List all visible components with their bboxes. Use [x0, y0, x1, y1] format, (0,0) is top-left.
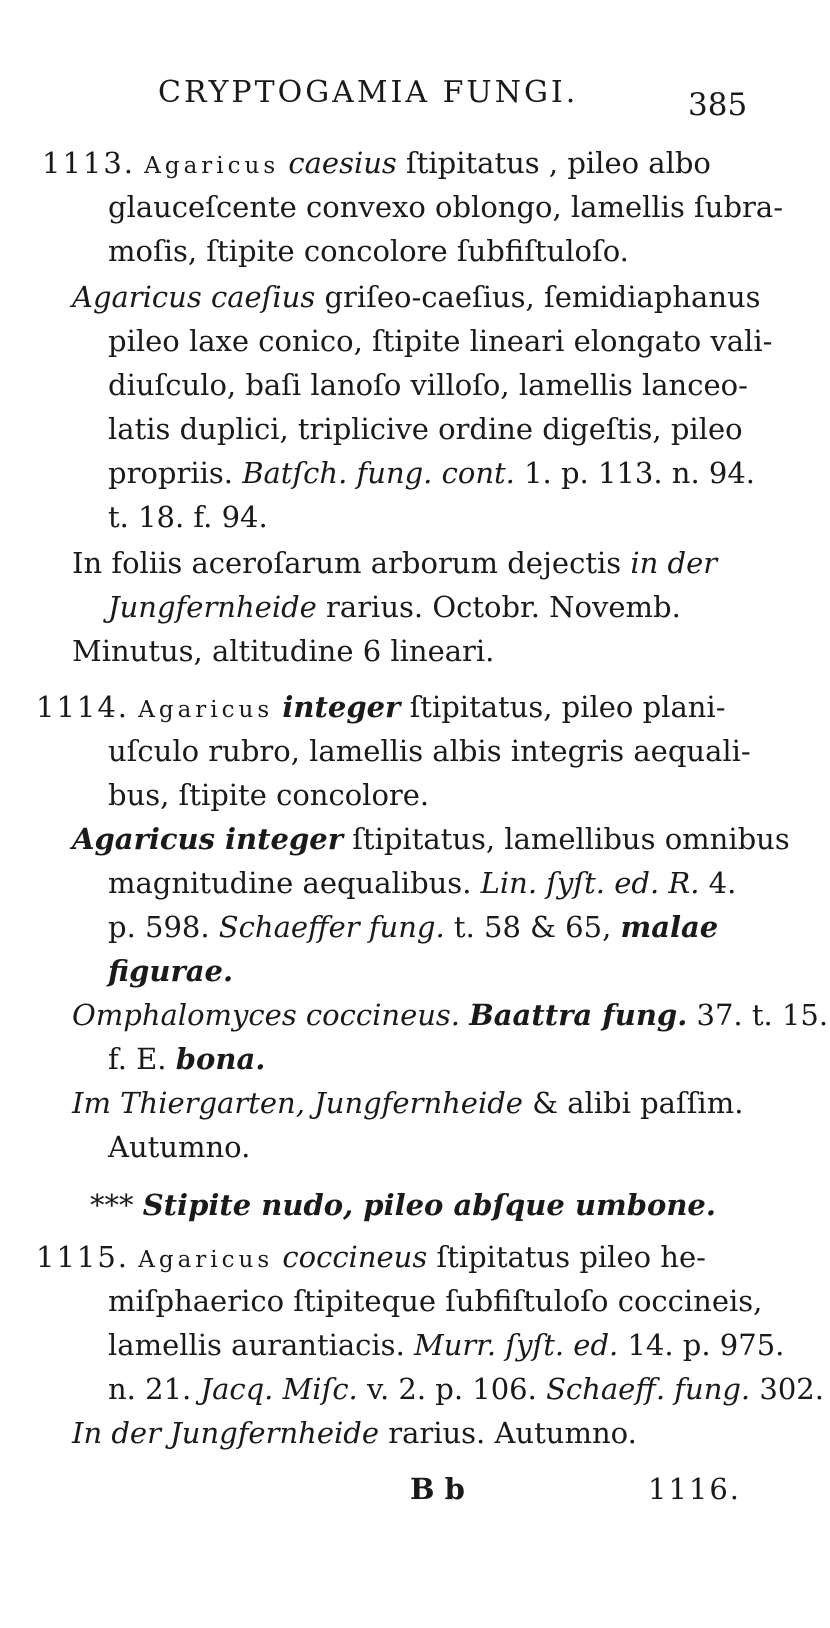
reference-locator: 37. t. 15. — [696, 998, 829, 1032]
description-text: ſtipitatus, pileo plani- — [409, 690, 726, 724]
species-name: integer — [282, 690, 401, 724]
reference-work: Schaeff. fung. — [546, 1372, 751, 1406]
habitat-place: in der — [630, 546, 718, 580]
habitat-line — [108, 590, 681, 624]
habitat-text: & alibi paſſim. — [532, 1086, 744, 1120]
reference-work: Lin. ſyſt. ed. R. — [480, 866, 700, 900]
description-line: bus, ſtipite concolore. — [108, 778, 430, 812]
habitat-text: In foliis aceroſarum arborum dejectis — [72, 546, 622, 580]
habitat-place: In der Jungfernheide — [72, 1416, 379, 1450]
species-name: caesius — [288, 146, 397, 180]
genus-name: Agaricus — [144, 153, 280, 179]
reference-line — [108, 1328, 784, 1362]
reference-line — [108, 1372, 824, 1406]
synonym-line: diuſculo, baſi lanoſo villoſo, lamellis lanceo- — [108, 368, 748, 402]
entry-number: 1113. — [42, 146, 136, 180]
reference-comment: figurae. — [108, 954, 234, 988]
synonym-text: magnitudine aequalibus. — [108, 866, 472, 900]
entry-number: 1114. — [36, 690, 130, 724]
habitat-text: rarius. Autumno. — [388, 1416, 637, 1450]
synonym-line: pileo laxe conico, ſtipite lineari elongato vali- — [108, 324, 773, 358]
page-number: 385 — [688, 87, 748, 123]
reference-line — [108, 456, 755, 490]
synonym-text: griſeo-caeſius, ſemidiaphanus — [324, 280, 761, 314]
reference-comment: malae — [620, 910, 719, 944]
genus-name: Agaricus — [138, 1247, 274, 1273]
reference-work: Murr. ſyſt. ed. — [414, 1328, 619, 1362]
reference-comment: bona. — [175, 1042, 266, 1076]
synonym-line: latis duplici, triplicive ordine digeſtis, pileo — [108, 412, 743, 446]
description-text: ſtipitatus , pileo albo — [406, 146, 711, 180]
habitat-line: Autumno. — [108, 1130, 251, 1164]
entry-1115-first-line — [36, 1240, 706, 1277]
section-title: Stipite nudo, pileo abſque umbone. — [142, 1188, 716, 1222]
reference-line — [108, 866, 736, 900]
species-name: coccineus — [282, 1240, 428, 1274]
note-line: Minutus, altitudine 6 lineari. — [72, 634, 495, 668]
reference-locator: 302. — [759, 1372, 824, 1406]
reference-line — [108, 1042, 265, 1076]
reference-locator: t. 58 & 65, — [453, 910, 612, 944]
synonym-text: propriis. — [108, 456, 233, 490]
habitat-place: Im Thiergarten, Jungfernheide — [72, 1086, 523, 1120]
genus-name: Agaricus — [138, 697, 274, 723]
synonym-line — [72, 280, 761, 314]
reference-line: t. 18. f. 94. — [108, 500, 268, 534]
description-text: ſtipitatus pileo he- — [436, 1240, 706, 1274]
synonym-line — [72, 998, 828, 1032]
reference-locator: 14. p. 975. — [627, 1328, 785, 1362]
habitat-text: rarius. Octobr. Novemb. — [326, 590, 681, 624]
habitat-line — [72, 1086, 743, 1120]
description-line: glaucеſcente convexo oblongo, lamellis ſubra- — [108, 190, 783, 224]
reference-line — [108, 910, 718, 944]
entry-1114-first-line — [36, 690, 726, 727]
description-line: miſphaerico ſtipiteque ſubfiſtuloſo coccineis, — [108, 1284, 763, 1318]
synonym-line — [72, 822, 790, 856]
synonym-name: Agaricus caeſius — [72, 280, 316, 314]
running-title: CRYPTOGAMIA FUNGI. — [158, 75, 579, 110]
entry-1113-first-line — [42, 146, 711, 183]
description-line: moſis, ſtipite concolore ſubfiſtuloſo. — [108, 234, 629, 268]
reference-locator: v. 2. p. 106. — [367, 1372, 537, 1406]
synonym-text: ſtipitatus, lamellibus omnibus — [352, 822, 790, 856]
reference-locator: p. 598. — [108, 910, 210, 944]
entry-number: 1115. — [36, 1240, 130, 1274]
habitat-line — [72, 1416, 637, 1450]
synonym-name: Omphalomyces coccineus. — [72, 998, 461, 1032]
habitat-place: Jungfernheide — [108, 590, 317, 624]
description-text: lamellis aurantiacis. — [108, 1328, 405, 1362]
description-line: uſculo rubro, lamellis albis integris aequali- — [108, 734, 751, 768]
reference-locator: f. E. — [108, 1042, 167, 1076]
reference-work: Schaeffer fung. — [218, 910, 445, 944]
synonym-name: Agaricus integer — [72, 822, 343, 856]
habitat-line — [72, 546, 717, 580]
section-heading — [90, 1188, 716, 1222]
reference-locator: n. 21. — [108, 1372, 192, 1406]
reference-work: Baattra fung. — [469, 998, 688, 1032]
catchword: 1116. — [648, 1472, 742, 1506]
signature-mark: B b — [410, 1472, 465, 1506]
section-stars: *** — [90, 1188, 134, 1222]
reference-work: Batſch. fung. cont. — [242, 456, 515, 490]
reference-work: Jacq. Miſc. — [200, 1372, 358, 1406]
reference-locator: 1. p. 113. n. 94. — [524, 456, 756, 490]
reference-locator: 4. — [708, 866, 737, 900]
